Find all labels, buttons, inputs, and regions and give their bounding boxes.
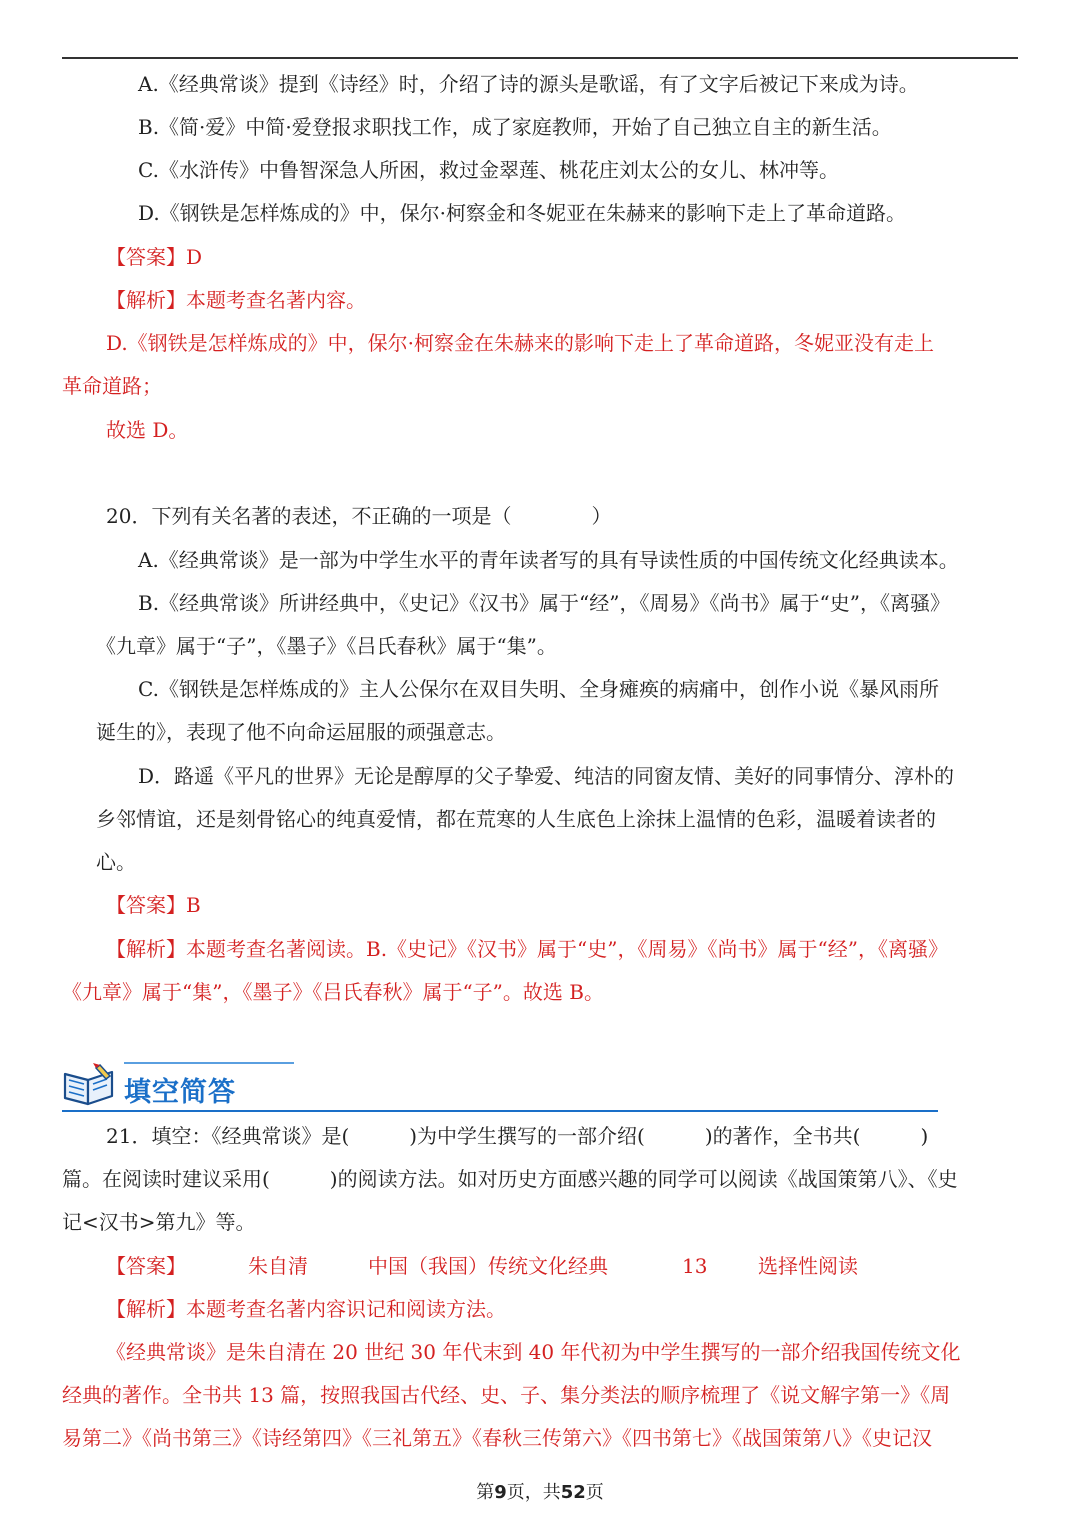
q19-analysis-text: 本题考查名著内容。 [186, 288, 366, 312]
q21-answer-2: 中国（我国）传统文化经典 [368, 1254, 608, 1278]
q20-option-b-line2: 《九章》属于“子”，《墨子》《吕氏春秋》属于“集”。 [96, 634, 557, 658]
footer-total-pages: 52 [560, 1482, 586, 1503]
q20-option-d-line1: D．路遥《平凡的世界》无论是醇厚的父子挚爱、纯洁的同窗友情、美好的同事情分、淳朴的 [138, 764, 955, 788]
q20-option-c-line1: C.《钢铁是怎样炼成的》主人公保尔在双目失明、全身瘫痪的病痛中，创作小说《暴风雨所 [138, 677, 939, 701]
q20-analysis-text1: 本题考查名著阅读。B.《史记》《汉书》属于“史”，《周易》《尚书》属于“经”，《离骚》 [186, 937, 948, 961]
q21-answer-3: 13 [682, 1254, 708, 1278]
open-book-icon [62, 1062, 118, 1106]
q19-analysis-p3: 故选 D。 [106, 418, 189, 442]
q21-answer-label: 【答案】 [106, 1254, 186, 1278]
q20-analysis-text2: 《九章》属于“集”，《墨子》《吕氏春秋》属于“子”。故选 B。 [62, 980, 604, 1004]
q20-option-c-line2: 诞生的》，表现了他不向命运屈服的顽强意志。 [96, 720, 506, 744]
q21-analysis-text: 本题考查名著内容识记和阅读方法。 [186, 1297, 506, 1321]
q20-answer-value: B [186, 893, 201, 917]
footer-middle: 页，共 [506, 1482, 561, 1503]
q19-analysis-row [106, 288, 366, 312]
section-rule [62, 1110, 938, 1112]
footer-page-number: 9 [494, 1482, 507, 1503]
q21-stem-line3: 记<汉书>第九》等。 [62, 1210, 256, 1234]
q21-stem-line2: 篇。在阅读时建议采用( )的阅读方法。如对历史方面感兴趣的同学可以阅读《战国策第八》、《史 [62, 1167, 958, 1191]
q19-analysis-p2: 革命道路； [62, 374, 162, 398]
section-title: 填空简答 [124, 1077, 236, 1108]
q20-option-a: A.《经典常谈》是一部为中学生水平的青年读者写的具有导读性质的中国传统文化经典读本。 [138, 548, 959, 572]
q19-answer-value: D [186, 245, 203, 269]
section-header [62, 1058, 938, 1114]
section-top-rule [124, 1062, 294, 1064]
q21-answer-4: 选择性阅读 [758, 1254, 858, 1278]
q21-paragraph-line1: 《经典常谈》是朱自清在 20 世纪 30 年代末到 40 年代初为中学生撰写的一部介绍我国传统文化 [106, 1340, 961, 1364]
q20-option-d-line3: 心。 [96, 850, 136, 874]
q21-paragraph-line3: 易第二》《尚书第三》《诗经第四》《三礼第五》《春秋三传第六》《四书第七》《战国策第八》《史记汉 [62, 1426, 932, 1450]
q20-stem: 20．下列有关名著的表述，不正确的一项是（ ） [106, 504, 612, 528]
q21-analysis-label: 【解析】 [106, 1297, 186, 1321]
q20-answer-row [106, 893, 201, 917]
q20-analysis-label: 【解析】 [106, 937, 186, 961]
q19-option-c: C.《水浒传》中鲁智深急人所困，救过金翠莲、桃花庄刘太公的女儿、林冲等。 [138, 158, 839, 182]
q20-answer-label: 【答案】 [106, 893, 186, 917]
q20-analysis-row [106, 937, 948, 961]
footer-prefix: 第 [476, 1482, 495, 1503]
page-footer [0, 1478, 1080, 1504]
q19-option-b: B.《简·爱》中简·爱登报求职找工作，成了家庭教师，开始了自己独立自主的新生活。 [138, 115, 892, 139]
footer-suffix: 页 [585, 1482, 604, 1503]
q21-answer-row [106, 1254, 858, 1278]
q19-answer-label: 【答案】 [106, 245, 186, 269]
q20-option-d-line2: 乡邻情谊，还是刻骨铭心的纯真爱情，都在荒寒的人生底色上涂抹上温情的色彩，温暖着读者的 [96, 807, 936, 831]
q19-option-a: A.《经典常谈》提到《诗经》时，介绍了诗的源头是歌谣，有了文字后被记下来成为诗。 [138, 72, 919, 96]
top-rule [62, 57, 1018, 59]
q20-option-b-line1: B.《经典常谈》所讲经典中，《史记》《汉书》属于“经”，《周易》《尚书》属于“史”，《离骚》 [138, 591, 950, 615]
q19-analysis-p1: D.《钢铁是怎样炼成的》中，保尔·柯察金在朱赫来的影响下走上了革命道路，冬妮亚没有走上 [106, 331, 935, 355]
q21-paragraph-line2: 经典的著作。全书共 13 篇，按照我国古代经、史、子、集分类法的顺序梳理了《说文解字第一》《周 [62, 1383, 951, 1407]
q21-stem-line1: 21．填空：《经典常谈》是( )为中学生撰写的一部介绍( )的著作，全书共( ) [106, 1124, 929, 1148]
q21-analysis-row [106, 1297, 506, 1321]
q21-answer-1: 朱自清 [248, 1254, 308, 1278]
q19-option-d: D.《钢铁是怎样炼成的》中，保尔·柯察金和冬妮亚在朱赫来的影响下走上了革命道路。 [138, 201, 907, 225]
q19-analysis-label: 【解析】 [106, 288, 186, 312]
q19-answer-row [106, 245, 202, 269]
